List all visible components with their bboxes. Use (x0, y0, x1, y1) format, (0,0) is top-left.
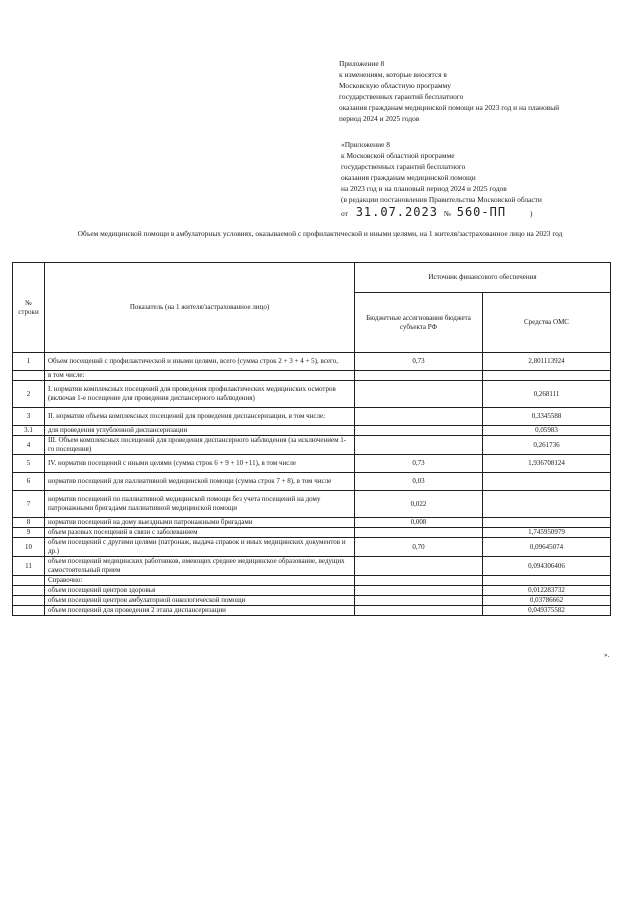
budget-value-cell: 0,008 (355, 518, 483, 528)
budget-value-cell (355, 436, 483, 455)
indicator-cell: Справочно: (45, 576, 355, 586)
oms-value-cell: 0,094306406 (483, 557, 611, 576)
indicator-cell: объем посещений центров здоровья (45, 586, 355, 596)
row-number-cell: 2 (13, 381, 45, 408)
row-number-cell: 3.1 (13, 426, 45, 436)
header-row-number: № строки (13, 263, 45, 353)
budget-value-cell (355, 586, 483, 596)
indicator-cell: норматив посещений для паллиативной медицинской помощи (сумма строк 7 + 8), в том числе (45, 473, 355, 491)
table-row (13, 455, 611, 473)
budget-value-cell (355, 557, 483, 576)
decree-date-stamp: 31.07.2023 (355, 205, 438, 219)
header-line: оказания гражданам медицинской помощи на 2023 год и на плановый (339, 103, 560, 112)
indicator-cell: норматив посещений на дому выездными патронажными бригадами (45, 518, 355, 528)
table-row (13, 408, 611, 426)
oms-value-cell (483, 518, 611, 528)
indicator-cell: IV. норматив посещений с иными целями (сумма строк 6 + 9 + 10 +11), в том числе (45, 455, 355, 473)
indicator-cell: II. норматив объема комплексных посещений для проведения диспансеризации, в том числе: (45, 408, 355, 426)
row-number-cell: 6 (13, 473, 45, 491)
indicator-cell: объем посещений медицинских работников, имеющих среднее медицинское образование, ведущих самостоятельный прием (45, 557, 355, 576)
budget-value-cell: 0,022 (355, 491, 483, 518)
decree-number-label: № (443, 209, 451, 218)
decree-prefix: от (341, 209, 348, 218)
indicator-cell: объем разовых посещений в связи с заболеванием (45, 528, 355, 538)
header-line: (в редакции постановления Правительства Московской области (341, 195, 542, 204)
table-row (13, 518, 611, 528)
header-line: государственных гарантий бесплатного (339, 92, 464, 101)
header-line: «Приложение 8 (341, 140, 390, 149)
row-number-cell (13, 576, 45, 586)
row-number-cell (13, 596, 45, 606)
header-line: к изменениям, которые вносятся в (339, 70, 447, 79)
budget-value-cell: 0,73 (355, 455, 483, 473)
table-row (13, 606, 611, 616)
oms-value-cell: 0,012283732 (483, 586, 611, 596)
oms-value-cell: 0,3345588 (483, 408, 611, 426)
oms-value-cell (483, 371, 611, 381)
oms-value-cell (483, 473, 611, 491)
table-row (13, 381, 611, 408)
oms-value-cell: 1,936708124 (483, 455, 611, 473)
header-indicator: Показатель (на 1 жителя/застрахованное лицо) (45, 263, 355, 353)
row-number-cell: 10 (13, 538, 45, 557)
indicator-cell: объем посещений центров амбулаторной онкологической помощи (45, 596, 355, 606)
header-line: к Московской областной программе (341, 151, 455, 160)
oms-value-cell: 1,745950979 (483, 528, 611, 538)
header-line: Приложение 8 (339, 59, 385, 68)
header-line: государственных гарантий бесплатного (341, 162, 466, 171)
table-row (13, 473, 611, 491)
row-number-cell (13, 371, 45, 381)
decree-suffix: ) (529, 209, 533, 218)
closing-mark: ». (604, 651, 610, 659)
indicator-cell: Объем посещений с профилактической и иными целями, всего (сумма строк 2 + 3 + 4 + 5), всего, (45, 353, 355, 371)
oms-value-cell: 2,801113924 (483, 353, 611, 371)
row-number-cell: 11 (13, 557, 45, 576)
header-oms: Средства ОМС (483, 293, 611, 353)
table-row (13, 353, 611, 371)
table-body (13, 353, 611, 616)
oms-value-cell: 0,05983 (483, 426, 611, 436)
row-number-cell: 7 (13, 491, 45, 518)
row-number-cell: 3 (13, 408, 45, 426)
header-funding-source: Источник финансового обеспечения (355, 263, 611, 293)
oms-value-cell: 0,049375582 (483, 606, 611, 616)
table-row (13, 491, 611, 518)
row-number-cell: 8 (13, 518, 45, 528)
budget-value-cell: 0,73 (355, 353, 483, 371)
budget-value-cell (355, 528, 483, 538)
indicator-cell: норматив посещений по паллиативной медицинской помощи без учета посещений на дому патронажными бригадами паллиативной медицинской помощи (45, 491, 355, 518)
row-number-cell: 5 (13, 455, 45, 473)
oms-value-cell (483, 491, 611, 518)
row-number-cell (13, 606, 45, 616)
volume-table (12, 262, 611, 616)
decree-line (341, 207, 542, 219)
header-line: период 2024 и 2025 годов (339, 114, 420, 123)
oms-value-cell: 0,03786662 (483, 596, 611, 606)
header-budget: Бюджетные ассигнования бюджета субъекта РФ (355, 293, 483, 353)
budget-value-cell (355, 596, 483, 606)
row-number-cell (13, 586, 45, 596)
oms-value-cell: 0,268111 (483, 381, 611, 408)
program-annex-header-block (341, 139, 542, 219)
budget-value-cell: 0,03 (355, 473, 483, 491)
indicator-cell: объем посещений с другими целями (патронаж, выдача справок и иных медицинских документов и др.) (45, 538, 355, 557)
decree-number-stamp: 560-ПП (456, 205, 507, 219)
budget-value-cell (355, 408, 483, 426)
row-number-cell: 4 (13, 436, 45, 455)
table-row (13, 596, 611, 606)
table-row (13, 436, 611, 455)
header-line: оказания гражданам медицинской помощи (341, 173, 476, 182)
budget-value-cell (355, 381, 483, 408)
table-title: Объем медицинской помощи в амбулаторных условиях, оказываемой с профилактической и иными целями, на 1 жителя/застрахованное лицо на 2023 год (77, 229, 563, 238)
indicator-cell: III. Объем комплексных посещений для проведения диспансерного наблюдения (за исключением 1-го посещения) (45, 436, 355, 455)
oms-value-cell: 0,261736 (483, 436, 611, 455)
annex-header-block (339, 58, 559, 124)
header-line: на 2023 год и на плановый период 2024 и 2025 годов (341, 184, 507, 193)
budget-value-cell (355, 426, 483, 436)
oms-value-cell: 0,09645074 (483, 538, 611, 557)
row-number-cell: 9 (13, 528, 45, 538)
budget-value-cell: 0,70 (355, 538, 483, 557)
table-row (13, 528, 611, 538)
table-row (13, 576, 611, 586)
table-row (13, 538, 611, 557)
table-row (13, 557, 611, 576)
indicator-cell: в том числе: (45, 371, 355, 381)
table-row (13, 426, 611, 436)
table-row (13, 586, 611, 596)
budget-value-cell (355, 576, 483, 586)
oms-value-cell (483, 576, 611, 586)
indicator-cell: для проведения углубленной диспансеризации (45, 426, 355, 436)
table-row (13, 371, 611, 381)
indicator-cell: I. норматив комплексных посещений для проведения профилактических медицинских осмотров (включая 1-е посещение для проведения диспансерного наблюдения) (45, 381, 355, 408)
header-line: Московскую областную программу (339, 81, 451, 90)
budget-value-cell (355, 606, 483, 616)
row-number-cell: 1 (13, 353, 45, 371)
indicator-cell: объем посещений для проведения 2 этапа диспансеризации (45, 606, 355, 616)
budget-value-cell (355, 371, 483, 381)
